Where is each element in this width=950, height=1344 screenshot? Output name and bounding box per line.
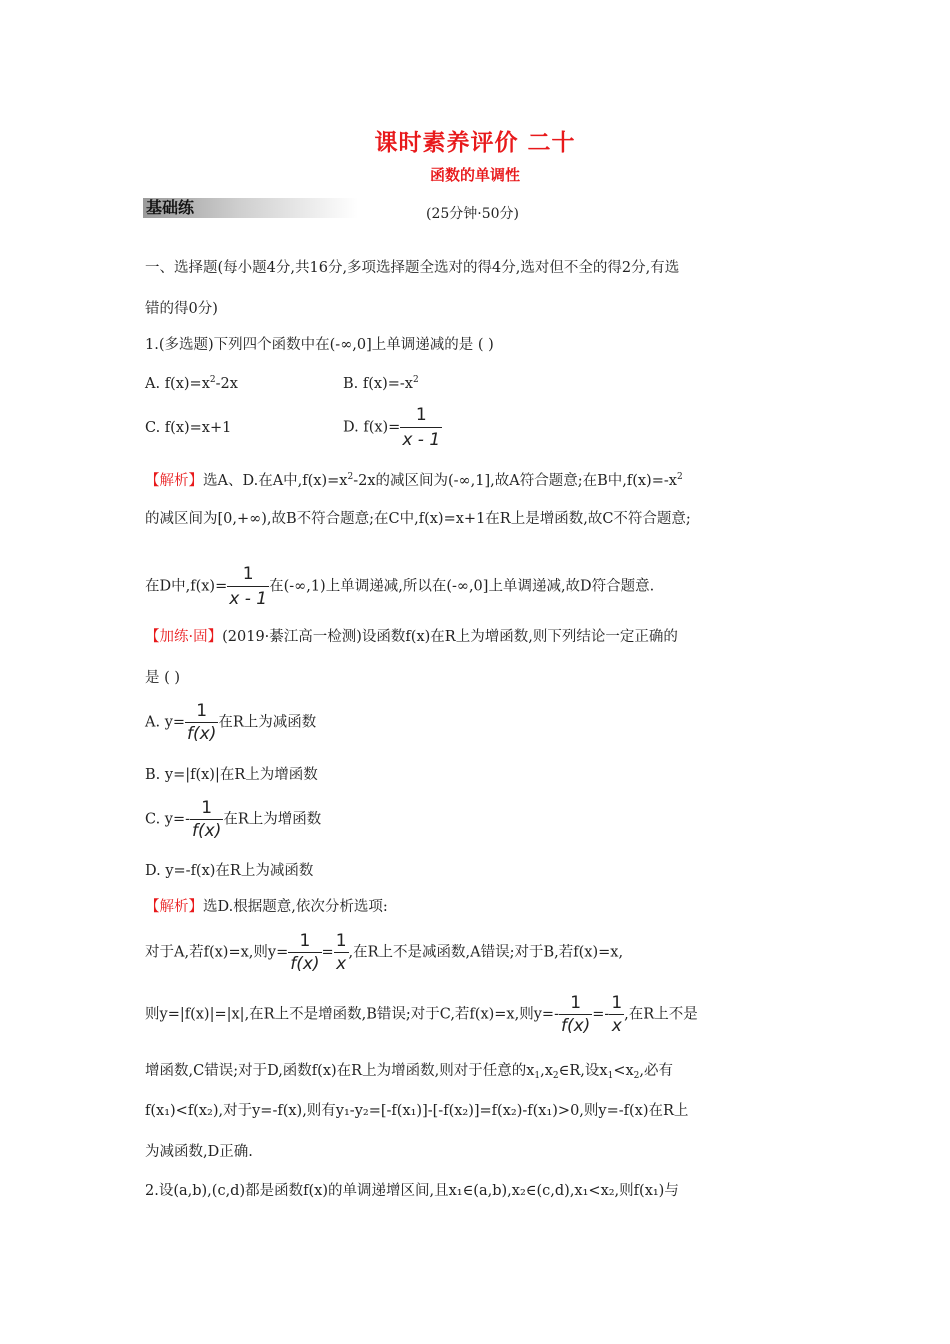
extra-solution-line0: 【解析】选D.根据题意,依次分析选项: <box>145 899 388 915</box>
page-title: 课时素养评价 二十 <box>374 129 576 156</box>
q1-option-a: A. $f(x)=x^2-2x$ <box>145 375 238 392</box>
q1-option-b: B. $f(x)=-x^2$ <box>343 375 419 392</box>
extra-option-b: B. y=|f(x)|在R上为增函数 <box>145 767 318 783</box>
section-banner <box>143 198 358 218</box>
q1-option-c: C. f(x)=x+1 <box>145 420 232 436</box>
fraction: $\frac{1}{x - 1}$ <box>229 564 268 609</box>
extra-option-d: D. y=-f(x)在R上为减函数 <box>145 863 314 879</box>
fraction: $\frac{1}{f(x)}$ <box>290 931 320 974</box>
extra-solution-line4: f(x₁)<f(x₂),对于y=-f(x),则有y₁-y₂=[-f(x₁)]-[-f(x₂)]=f(x₂)-f(x₁)>0,则y=-f(x)在R上 <box>145 1103 689 1119</box>
fraction: $\frac{1}{f(x)}$ <box>560 993 591 1036</box>
part-intro-line1: 一、选择题(每小题4分,共16分,多项选择题全选对的得4分,选对但不全的得2分,有选 <box>145 260 680 276</box>
extra-option-a: A. y= $\frac{1}{f(x)}$ 在R上为减函数 <box>145 701 317 744</box>
extra-solution-line2: 则y=|f(x)|=|x|,在R上不是增函数,B错误;对于C,若f(x)=x,则y=- $\frac{1}{f(x)}$ =- $\frac{1}{x}$ ,在R上不是 <box>145 993 698 1036</box>
q2-stem: 2.设(a,b),(c,d)都是函数f(x)的单调递增区间,且x₁∈(a,b),x₂∈(c,d),x₁<x₂,则f(x₁)与 <box>145 1183 679 1199</box>
section-label: 基础练 <box>146 198 195 217</box>
fraction: $\frac{1}{f(x)}$ <box>187 701 217 744</box>
fraction: $\frac{1}{x}$ <box>611 993 623 1036</box>
extra-stem-line1: 【加练·固】(2019·綦江高一检测)设函数f(x)在R上为增函数,则下列结论一定正确的 <box>145 629 678 645</box>
extra-option-c: C. y=- $\frac{1}{f(x)}$ 在R上为增函数 <box>145 798 322 841</box>
fraction: $\frac{1}{x - 1}$ <box>402 405 441 450</box>
time-score-note: (25分钟·50分) <box>426 206 520 222</box>
q1-solution-line2: 的减区间为[0,+∞),故B不符合题意;在C中,f(x)=x+1在R上是增函数,故C不符合题意; <box>145 511 691 527</box>
extra-stem-line2: 是 ( ) <box>145 670 181 686</box>
part-intro-line2: 错的得0分) <box>145 301 218 317</box>
q1-solution-line3: 在D中,f(x)= $\frac{1}{x - 1}$ 在(-∞,1)上单调递减,所以在(-∞,0]上单调递减,故D符合题意. <box>145 564 655 609</box>
extra-solution-line1: 对于A,若f(x)=x,则y= $\frac{1}{f(x)}$ = $\frac{1}{x}$ ,在R上不是减函数,A错误;对于B,若f(x)=x, <box>145 931 624 974</box>
fraction: $\frac{1}{x}$ <box>335 931 347 974</box>
fraction: $\frac{1}{f(x)}$ <box>192 798 222 841</box>
q1-solution-line1: 【解析】选A、D.在A中$,f(x)=x^2-2x$的减区间为(-∞,1],故A符合题意;在B中$,f(x)=-x^2$ <box>145 472 683 489</box>
q1-option-d: D. f(x)= $\frac{1}{x - 1}$ <box>343 405 441 450</box>
extra-solution-line5: 为减函数,D正确. <box>145 1144 253 1160</box>
page-subtitle: 函数的单调性 <box>429 166 520 184</box>
q1-stem: 1.(多选题)下列四个函数中在(-∞,0]上单调递减的是 ( ) <box>145 337 494 353</box>
extra-solution-line3: 增函数,C错误;对于D,函数f(x)在R上为增函数,则对于任意的$x_1,x_2\in R$,设$x_1<x_2$,必有 <box>145 1063 673 1081</box>
